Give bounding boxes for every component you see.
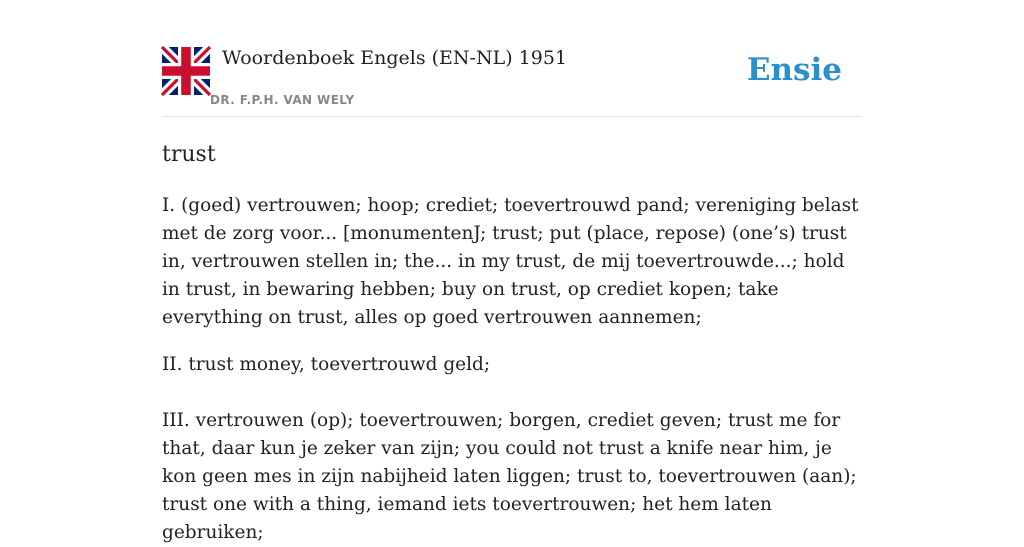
uk-flag-icon — [162, 47, 210, 95]
dictionary-author: DR. F.P.H. VAN WELY — [210, 93, 355, 107]
ensie-logo-link[interactable]: Ensie — [746, 52, 842, 88]
definition-paragraph-3: III. vertrouwen (op); toevertrouwen; borgen, crediet geven; trust me for that, daar kun je zeker van zijn; you could not trust a knife near him, je kon geen mes in zijn nabijheid laten liggen; trust to, toevertrouwen (aan); trust one with a thing, iemand iets toevertrouwen; het hem laten gebruiken; — [162, 410, 857, 543]
dictionary-header — [162, 46, 862, 117]
definition-paragraph-1: I. (goed) vertrouwen; hoop; crediet; toevertrouwd pand; vereniging belast met de zorg voor... [monumentenJ; trust; put (place, repose) (one’s) trust in, vertrouwen stellen in; the... in my trust, de mij toevertrouwde...; hold in trust, in bewaring hebben; buy on trust, op crediet kopen; take everything on trust, alles op goed vertrouwen aannemen; — [162, 195, 859, 328]
entry-headword: trust — [162, 142, 216, 167]
entry-definition — [162, 192, 862, 547]
dictionary-title[interactable]: Woordenboek Engels (EN-NL) 1951 — [222, 47, 567, 69]
definition-paragraph-2: II. trust money, toevertrouwd geld; — [162, 354, 491, 375]
